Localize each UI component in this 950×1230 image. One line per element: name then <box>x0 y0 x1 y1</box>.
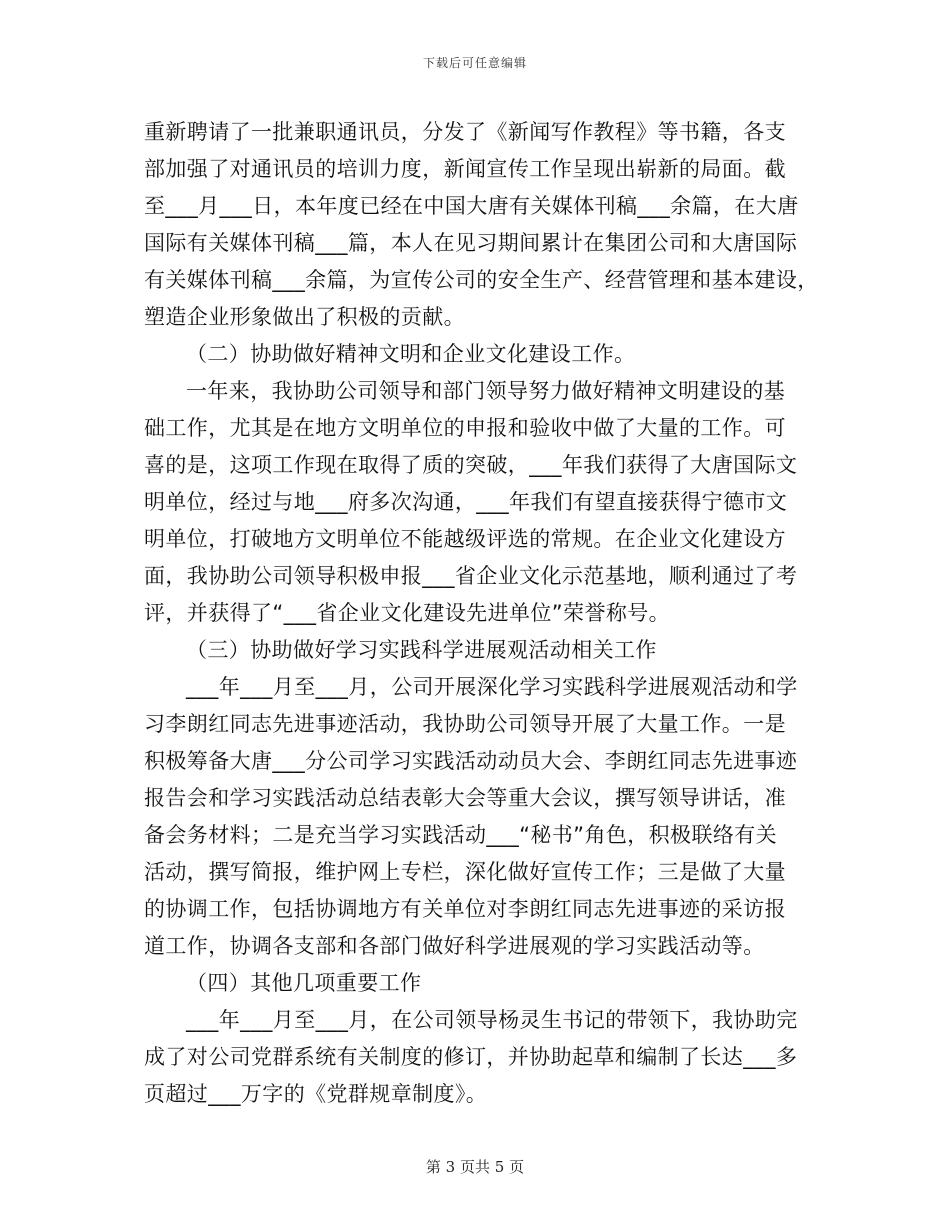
body-line: 至___月___日，本年度已经在中国大唐有关媒体刊稿___余篇，在大唐 <box>144 194 799 218</box>
page-header: 下载后可任意编辑 <box>422 56 527 70</box>
body-line: 活动，撰写简报，维护网上专栏，深化做好宣传工作；三是做了大量 <box>144 860 786 884</box>
section-heading: （三）协助做好学习实践科学进展观活动相关工作 <box>186 638 657 662</box>
body-line: 的协调工作，包括协调地方有关单位对李朗红同志先进事迹的采访报 <box>144 897 786 921</box>
page-number-footer: 第 3 页共 5 页 <box>425 1158 525 1176</box>
paragraph-first-line: 一年来，我协助公司领导和部门领导努力做好精神文明建设的基 <box>186 379 786 403</box>
body-line: 础工作，尤其是在地方文明单位的申报和验收中做了大量的工作。可 <box>144 416 786 440</box>
body-line: 评，并获得了“___省企业文化建设先进单位”荣誉称号。 <box>144 601 671 625</box>
body-line: 重新聘请了一批兼职通讯员，分发了《新闻写作教程》等书籍，各支 <box>144 120 786 144</box>
body-line: 页超过___万字的《党群规章制度》。 <box>144 1082 488 1106</box>
body-line: 备会务材料；二是充当学习实践活动___“秘书”角色，积极联络有关 <box>144 823 778 847</box>
body-line: 报告会和学习实践活动总结表彰大会等重大会议，撰写领导讲话，准 <box>144 786 786 810</box>
paragraph-first-line: ___年___月至___月，在公司领导杨灵生书记的带领下，我协助完 <box>186 1008 798 1032</box>
body-line: 积极筹备大唐___分公司学习实践活动动员大会、李朗红同志先进事迹 <box>144 749 798 773</box>
body-line: 有关媒体刊稿___余篇，为宣传公司的安全生产、经营管理和基本建设， <box>144 268 819 292</box>
paragraph-first-line: ___年___月至___月，公司开展深化学习实践科学进展观活动和学 <box>186 675 798 699</box>
body-line: 国际有关媒体刊稿___篇，本人在见习期间累计在集团公司和大唐国际 <box>144 231 798 255</box>
body-line: 面，我协助公司领导积极申报___省企业文化示范基地，顺利通过了考 <box>144 564 798 588</box>
document-body <box>144 114 844 1113</box>
body-line: 喜的是，这项工作现在取得了质的突破，___年我们获得了大唐国际文 <box>144 453 798 477</box>
body-line: 明单位，打破地方文明单位不能越级评选的常规。在企业文化建设方 <box>144 527 786 551</box>
body-line: 部加强了对通讯员的培训力度，新闻宣传工作呈现出崭新的局面。截 <box>144 157 786 181</box>
body-line: 道工作，协调各支部和各部门做好科学进展观的学习实践活动等。 <box>144 934 765 958</box>
section-heading: （二）协助做好精神文明和企业文化建设工作。 <box>186 342 636 366</box>
body-line: 习李朗红同志先进事迹活动，我协助公司领导开展了大量工作。一是 <box>144 712 786 736</box>
body-line: 明单位，经过与地___府多次沟通，___年我们有望直接获得宁德市文 <box>144 490 788 514</box>
body-line: 成了对公司党群系统有关制度的修订，并协助起草和编制了长达___多 <box>144 1045 798 1069</box>
section-heading: （四）其他几项重要工作 <box>186 971 422 995</box>
body-line: 塑造企业形象做出了积极的贡献。 <box>144 305 465 329</box>
